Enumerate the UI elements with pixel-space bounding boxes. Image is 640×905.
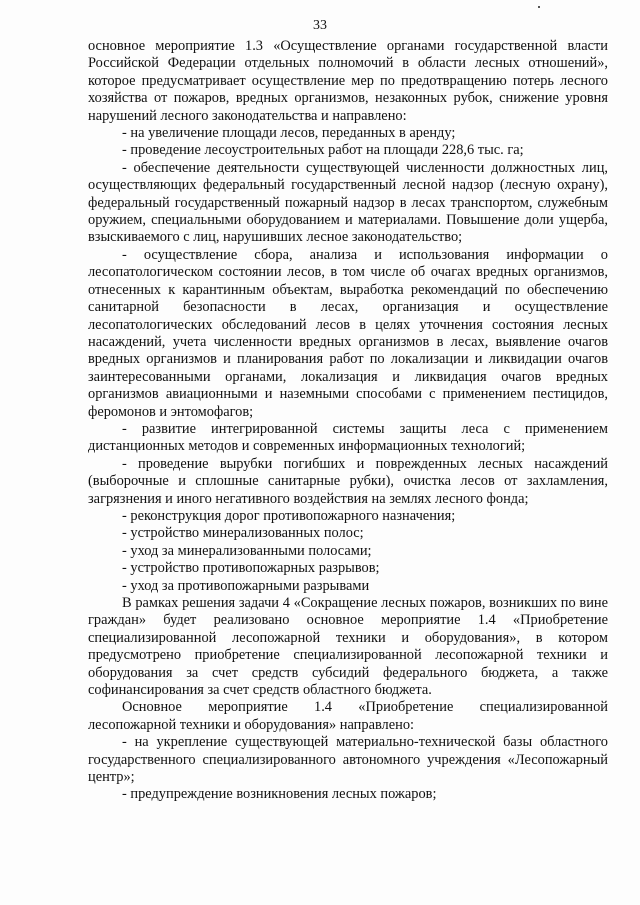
page-number: 33: [313, 18, 327, 33]
list-item-sanitary-felling: - проведение вырубки погибших и поврежденных лесных насаждений (выборочные и сплошные санитарные рубки), очистка лесов от захламления, загрязнения и иного негативного воздействия на землях лесного фонда;: [88, 455, 608, 507]
list-item-fire-prevention: - предупреждение возникновения лесных пожаров;: [122, 786, 437, 803]
list-item-mineralized-strips: - устройство минерализованных полос;: [122, 525, 364, 542]
list-item-firebreaks: - устройство противопожарных разрывов;: [122, 560, 380, 577]
list-item-lease-area: - на увеличение площади лесов, переданных в аренду;: [122, 125, 456, 142]
document-body: [88, 38, 608, 804]
list-item-strip-maintenance: - уход за минерализованными полосами;: [122, 542, 372, 559]
list-item-supervision-staff: - обеспечение деятельности существующей численности должностных лиц, осуществляющих федеральный государственный лесной надзор (лесную охрану), федеральный государственный пожарный надзор в лесах транспортом, служебным оружием, специальными оборудованием и материалами. Повышение доли ущерба, взыскиваемого с лиц, нарушивших лесное законодательство;: [88, 159, 608, 246]
paragraph-main-measure-1-3: основное мероприятие 1.3 «Осуществление органами государственной власти Российской Федерации отдельных полномочий в области лесных отношений», которое предусматривает осуществление мер по предотвращению потерь лесного хозяйства от пожаров, вредных организмов, незаконных рубок, снижение уровня нарушений лесного законодательства и направлено:: [88, 38, 608, 124]
list-item-firebreak-maintenance: - уход за противопожарными разрывами: [122, 577, 370, 594]
list-item-fire-roads: - реконструкция дорог противопожарного назначения;: [122, 507, 456, 524]
list-item-integrated-protection: - развитие интегрированной системы защиты леса с применением дистанционных методов и современных информационных технологий;: [88, 420, 608, 455]
scan-speck: [538, 6, 540, 8]
paragraph-task-4: В рамках решения задачи 4 «Сокращение лесных пожаров, возникших по вине граждан» будет реализовано основное мероприятие 1.4 «Приобретение специализированной лесопожарной техники и оборудования», в котором предусмотрено приобретение специализированной лесопожарной техники и оборудования за счет средств субсидий федерального бюджета, а также софинансирования за счет средств областного бюджета.: [88, 595, 608, 699]
list-item-forest-inventory: - проведение лесоустроительных работ на площади 228,6 тыс. га;: [122, 142, 524, 159]
list-item-material-base: - на укрепление существующей материально-технической базы областного государственного специализированного автономного учреждения «Лесопожарный центр»;: [88, 734, 608, 786]
paragraph-main-measure-1-4: Основное мероприятие 1.4 «Приобретение специализированной лесопожарной техники и оборудования» направлено:: [88, 699, 608, 733]
list-item-forest-pathology: - осуществление сбора, анализа и использования информации о лесопатологическом состоянии лесов, в том числе об очагах вредных организмов, отнесенных к карантинным объектам, выработка рекомендаций по обеспечению санитарной безопасности в лесах, организация и осуществление лесопатологических обследований лесов в целях уточнения состояния лесных насаждений, учета численности вредных организмов в лесах, выявление очагов вредных организмов и планирования работ по локализации и ликвидации очагов заинтересованными органами, локализация и ликвидация очагов вредных организмов авиационными и наземными способами с применением пестицидов, феромонов и энтомофагов;: [88, 246, 608, 420]
